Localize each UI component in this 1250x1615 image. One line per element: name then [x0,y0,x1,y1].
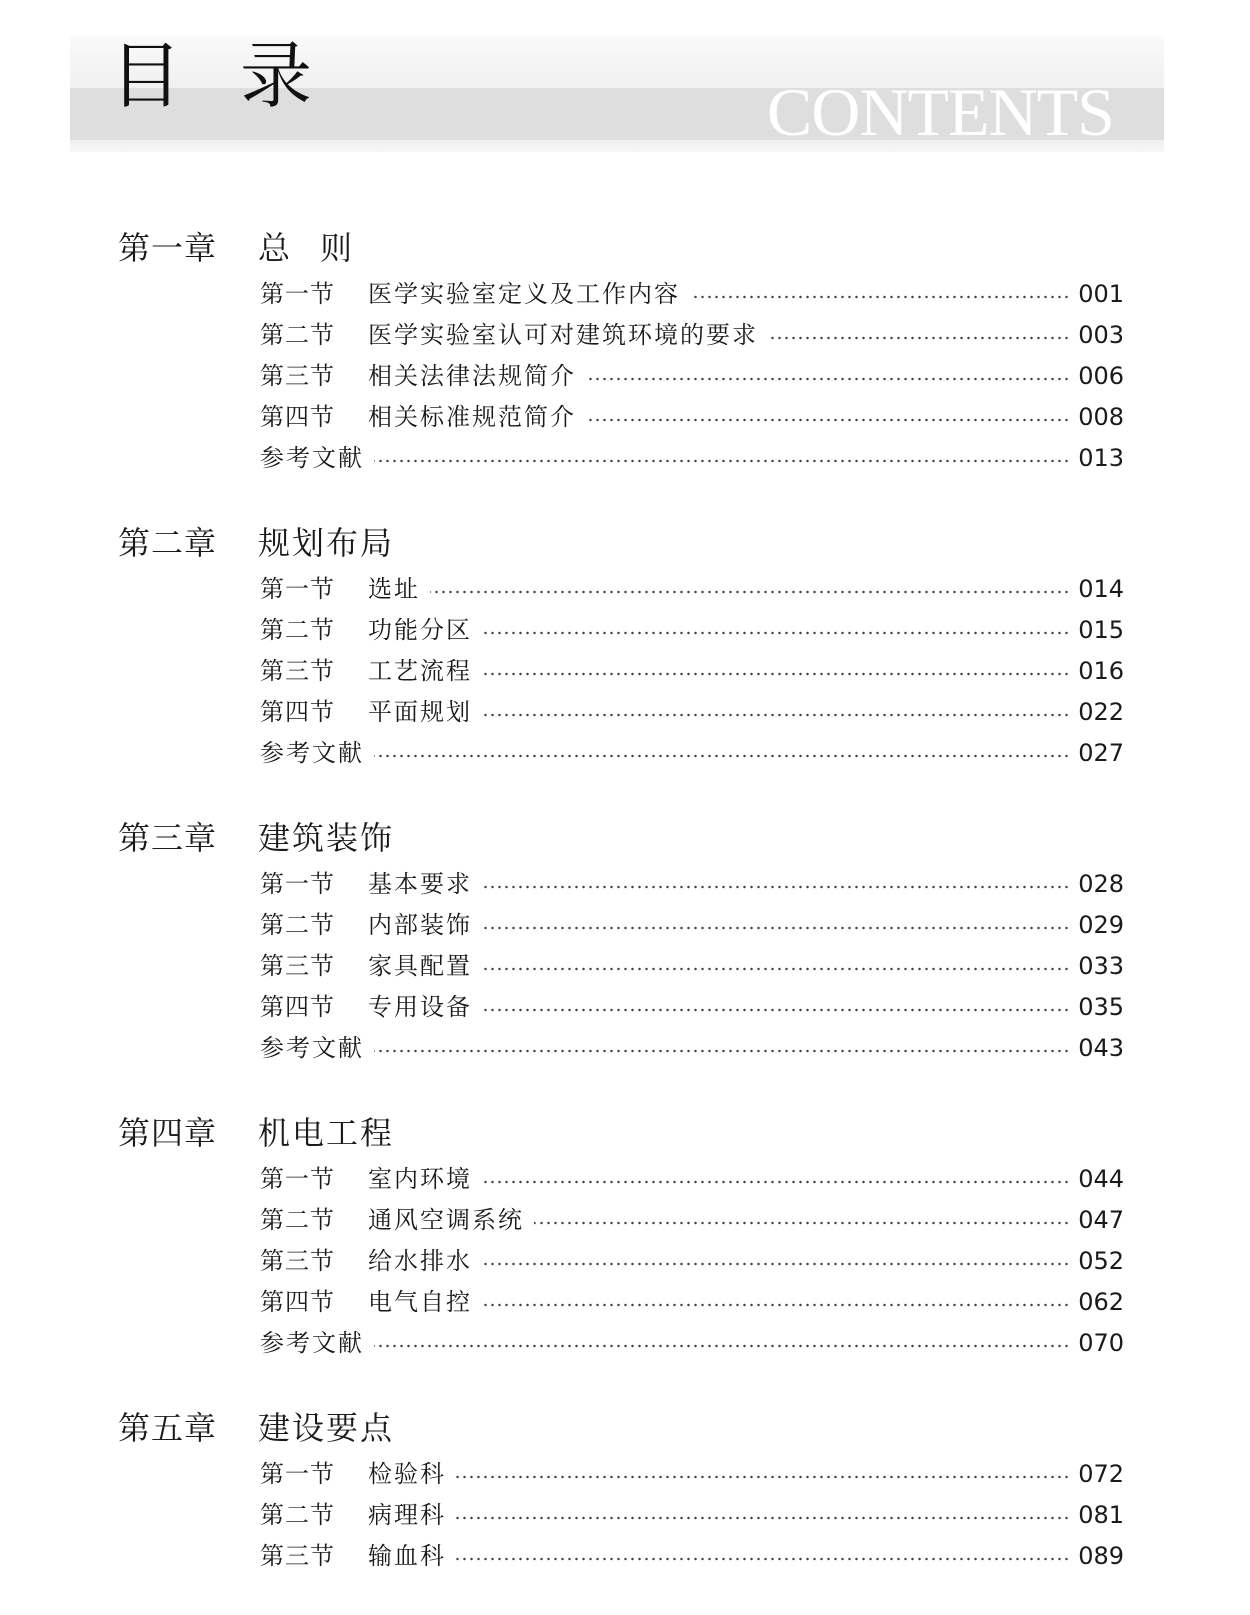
page-number: 028 [1078,870,1124,898]
dot-leader [374,1344,1070,1348]
chapter-block [118,812,1124,1069]
page-number: 001 [1078,280,1124,308]
section-number: 第三节 [260,952,335,980]
toc-entry[interactable] [260,864,1124,905]
dot-leader [482,967,1070,971]
dot-leader [374,1049,1070,1053]
section-title: 相关标准规范简介 [368,403,576,431]
page-number: 047 [1078,1206,1124,1234]
section-title: 电气自控 [368,1288,472,1316]
section-title: 输血科 [368,1542,446,1570]
page-number: 052 [1078,1247,1124,1275]
chapter-block [118,517,1124,774]
chapter-heading[interactable] [118,517,1124,569]
page-number: 035 [1078,993,1124,1021]
page-number: 027 [1078,739,1124,767]
chapter-heading[interactable] [118,222,1124,274]
section-title: 参考文献 [260,444,364,472]
section-number: 第三节 [260,1247,335,1275]
section-number: 第二节 [260,321,335,349]
toc-entry[interactable] [260,397,1124,438]
dot-leader [374,459,1070,463]
chapter-heading[interactable] [118,1402,1124,1454]
page-number: 014 [1078,575,1124,603]
section-title: 病理科 [368,1501,446,1529]
toc-entry[interactable] [260,1200,1124,1241]
dot-leader [374,754,1070,758]
dot-leader [482,1303,1070,1307]
dot-leader [586,418,1070,422]
toc-entry[interactable] [260,356,1124,397]
chapter-entries [260,1454,1124,1577]
section-title: 参考文献 [260,739,364,767]
section-title: 参考文献 [260,1034,364,1062]
page-number: 022 [1078,698,1124,726]
section-title: 给水排水 [368,1247,472,1275]
section-title: 选址 [368,575,420,603]
page-number: 070 [1078,1329,1124,1357]
section-number: 第二节 [260,1206,335,1234]
section-number: 第四节 [260,403,335,431]
dot-leader [534,1221,1070,1225]
toc-entry[interactable] [260,315,1124,356]
dot-leader [482,1262,1070,1266]
toc-entry[interactable] [260,569,1124,610]
chapter-title: 建筑装饰 [258,819,395,857]
section-title: 参考文献 [260,1329,364,1357]
chapter-number: 第三章 [118,819,218,857]
dot-leader [482,713,1070,717]
section-title: 内部装饰 [368,911,472,939]
dot-leader [456,1516,1070,1520]
section-title: 基本要求 [368,870,472,898]
header-subtitle: CONTENTS [766,74,1114,150]
chapter-entries [260,274,1124,479]
chapter-heading[interactable] [118,812,1124,864]
page-number: 033 [1078,952,1124,980]
chapter-title: 总则 [258,229,383,267]
chapter-block [118,222,1124,479]
section-title: 医学实验室定义及工作内容 [368,280,680,308]
dot-leader [456,1475,1070,1479]
page-number: 044 [1078,1165,1124,1193]
page-number: 072 [1078,1460,1124,1488]
toc-entry[interactable] [260,733,1124,774]
toc-entry[interactable] [260,1028,1124,1069]
chapter-entries [260,1159,1124,1364]
section-number: 第二节 [260,911,335,939]
toc-header [70,36,1164,152]
chapter-number: 第二章 [118,524,218,562]
page-number: 043 [1078,1034,1124,1062]
section-title: 相关法律法规简介 [368,362,576,390]
dot-leader [768,336,1070,340]
section-title: 通风空调系统 [368,1206,524,1234]
page-number: 081 [1078,1501,1124,1529]
chapter-number: 第四章 [118,1114,218,1152]
section-number: 第四节 [260,698,335,726]
page-number: 016 [1078,657,1124,685]
section-title: 专用设备 [368,993,472,1021]
toc-entry[interactable] [260,905,1124,946]
page-number: 006 [1078,362,1124,390]
section-title: 检验科 [368,1460,446,1488]
dot-leader [482,885,1070,889]
page-number: 089 [1078,1542,1124,1570]
section-number: 第一节 [260,1460,335,1488]
section-title: 医学实验室认可对建筑环境的要求 [368,321,758,349]
section-number: 第二节 [260,1501,335,1529]
section-number: 第三节 [260,657,335,685]
toc-entry[interactable] [260,1454,1124,1495]
page-number: 013 [1078,444,1124,472]
dot-leader [482,672,1070,676]
dot-leader [482,926,1070,930]
toc-entry[interactable] [260,692,1124,733]
toc-entry[interactable] [260,651,1124,692]
chapter-number: 第一章 [118,229,218,267]
toc-entry[interactable] [260,1241,1124,1282]
section-number: 第三节 [260,1542,335,1570]
toc-entry[interactable] [260,1323,1124,1364]
section-number: 第一节 [260,575,335,603]
table-of-contents [118,222,1124,1615]
dot-leader [586,377,1070,381]
section-title: 室内环境 [368,1165,472,1193]
section-number: 第一节 [260,870,335,898]
dot-leader [482,631,1070,635]
page-number: 003 [1078,321,1124,349]
section-number: 第一节 [260,1165,335,1193]
toc-entry[interactable] [260,1536,1124,1577]
toc-entry[interactable] [260,1159,1124,1200]
page-number: 015 [1078,616,1124,644]
chapter-entries [260,864,1124,1069]
dot-leader [690,295,1070,299]
page-title: 目录 [110,34,371,118]
page-number: 062 [1078,1288,1124,1316]
dot-leader [482,1008,1070,1012]
page-number: 008 [1078,403,1124,431]
toc-entry[interactable] [260,610,1124,651]
toc-entry[interactable] [260,1282,1124,1323]
section-number: 第一节 [260,280,335,308]
toc-entry[interactable] [260,946,1124,987]
chapter-entries [260,569,1124,774]
section-number: 第四节 [260,993,335,1021]
toc-entry[interactable] [260,274,1124,315]
chapter-number: 第五章 [118,1409,218,1447]
section-number: 第四节 [260,1288,335,1316]
chapter-block [118,1402,1124,1577]
page-number: 029 [1078,911,1124,939]
section-number: 第二节 [260,616,335,644]
dot-leader [430,590,1070,594]
toc-entry[interactable] [260,438,1124,479]
section-title: 工艺流程 [368,657,472,685]
dot-leader [456,1557,1070,1561]
section-title: 平面规划 [368,698,472,726]
chapter-block [118,1107,1124,1364]
section-title: 家具配置 [368,952,472,980]
toc-entry[interactable] [260,1495,1124,1536]
chapter-heading[interactable] [118,1107,1124,1159]
section-number: 第三节 [260,362,335,390]
toc-entry[interactable] [260,987,1124,1028]
dot-leader [482,1180,1070,1184]
chapter-title: 建设要点 [258,1409,395,1447]
chapter-title: 规划布局 [258,524,395,562]
chapter-title: 机电工程 [258,1114,395,1152]
section-title: 功能分区 [368,616,472,644]
